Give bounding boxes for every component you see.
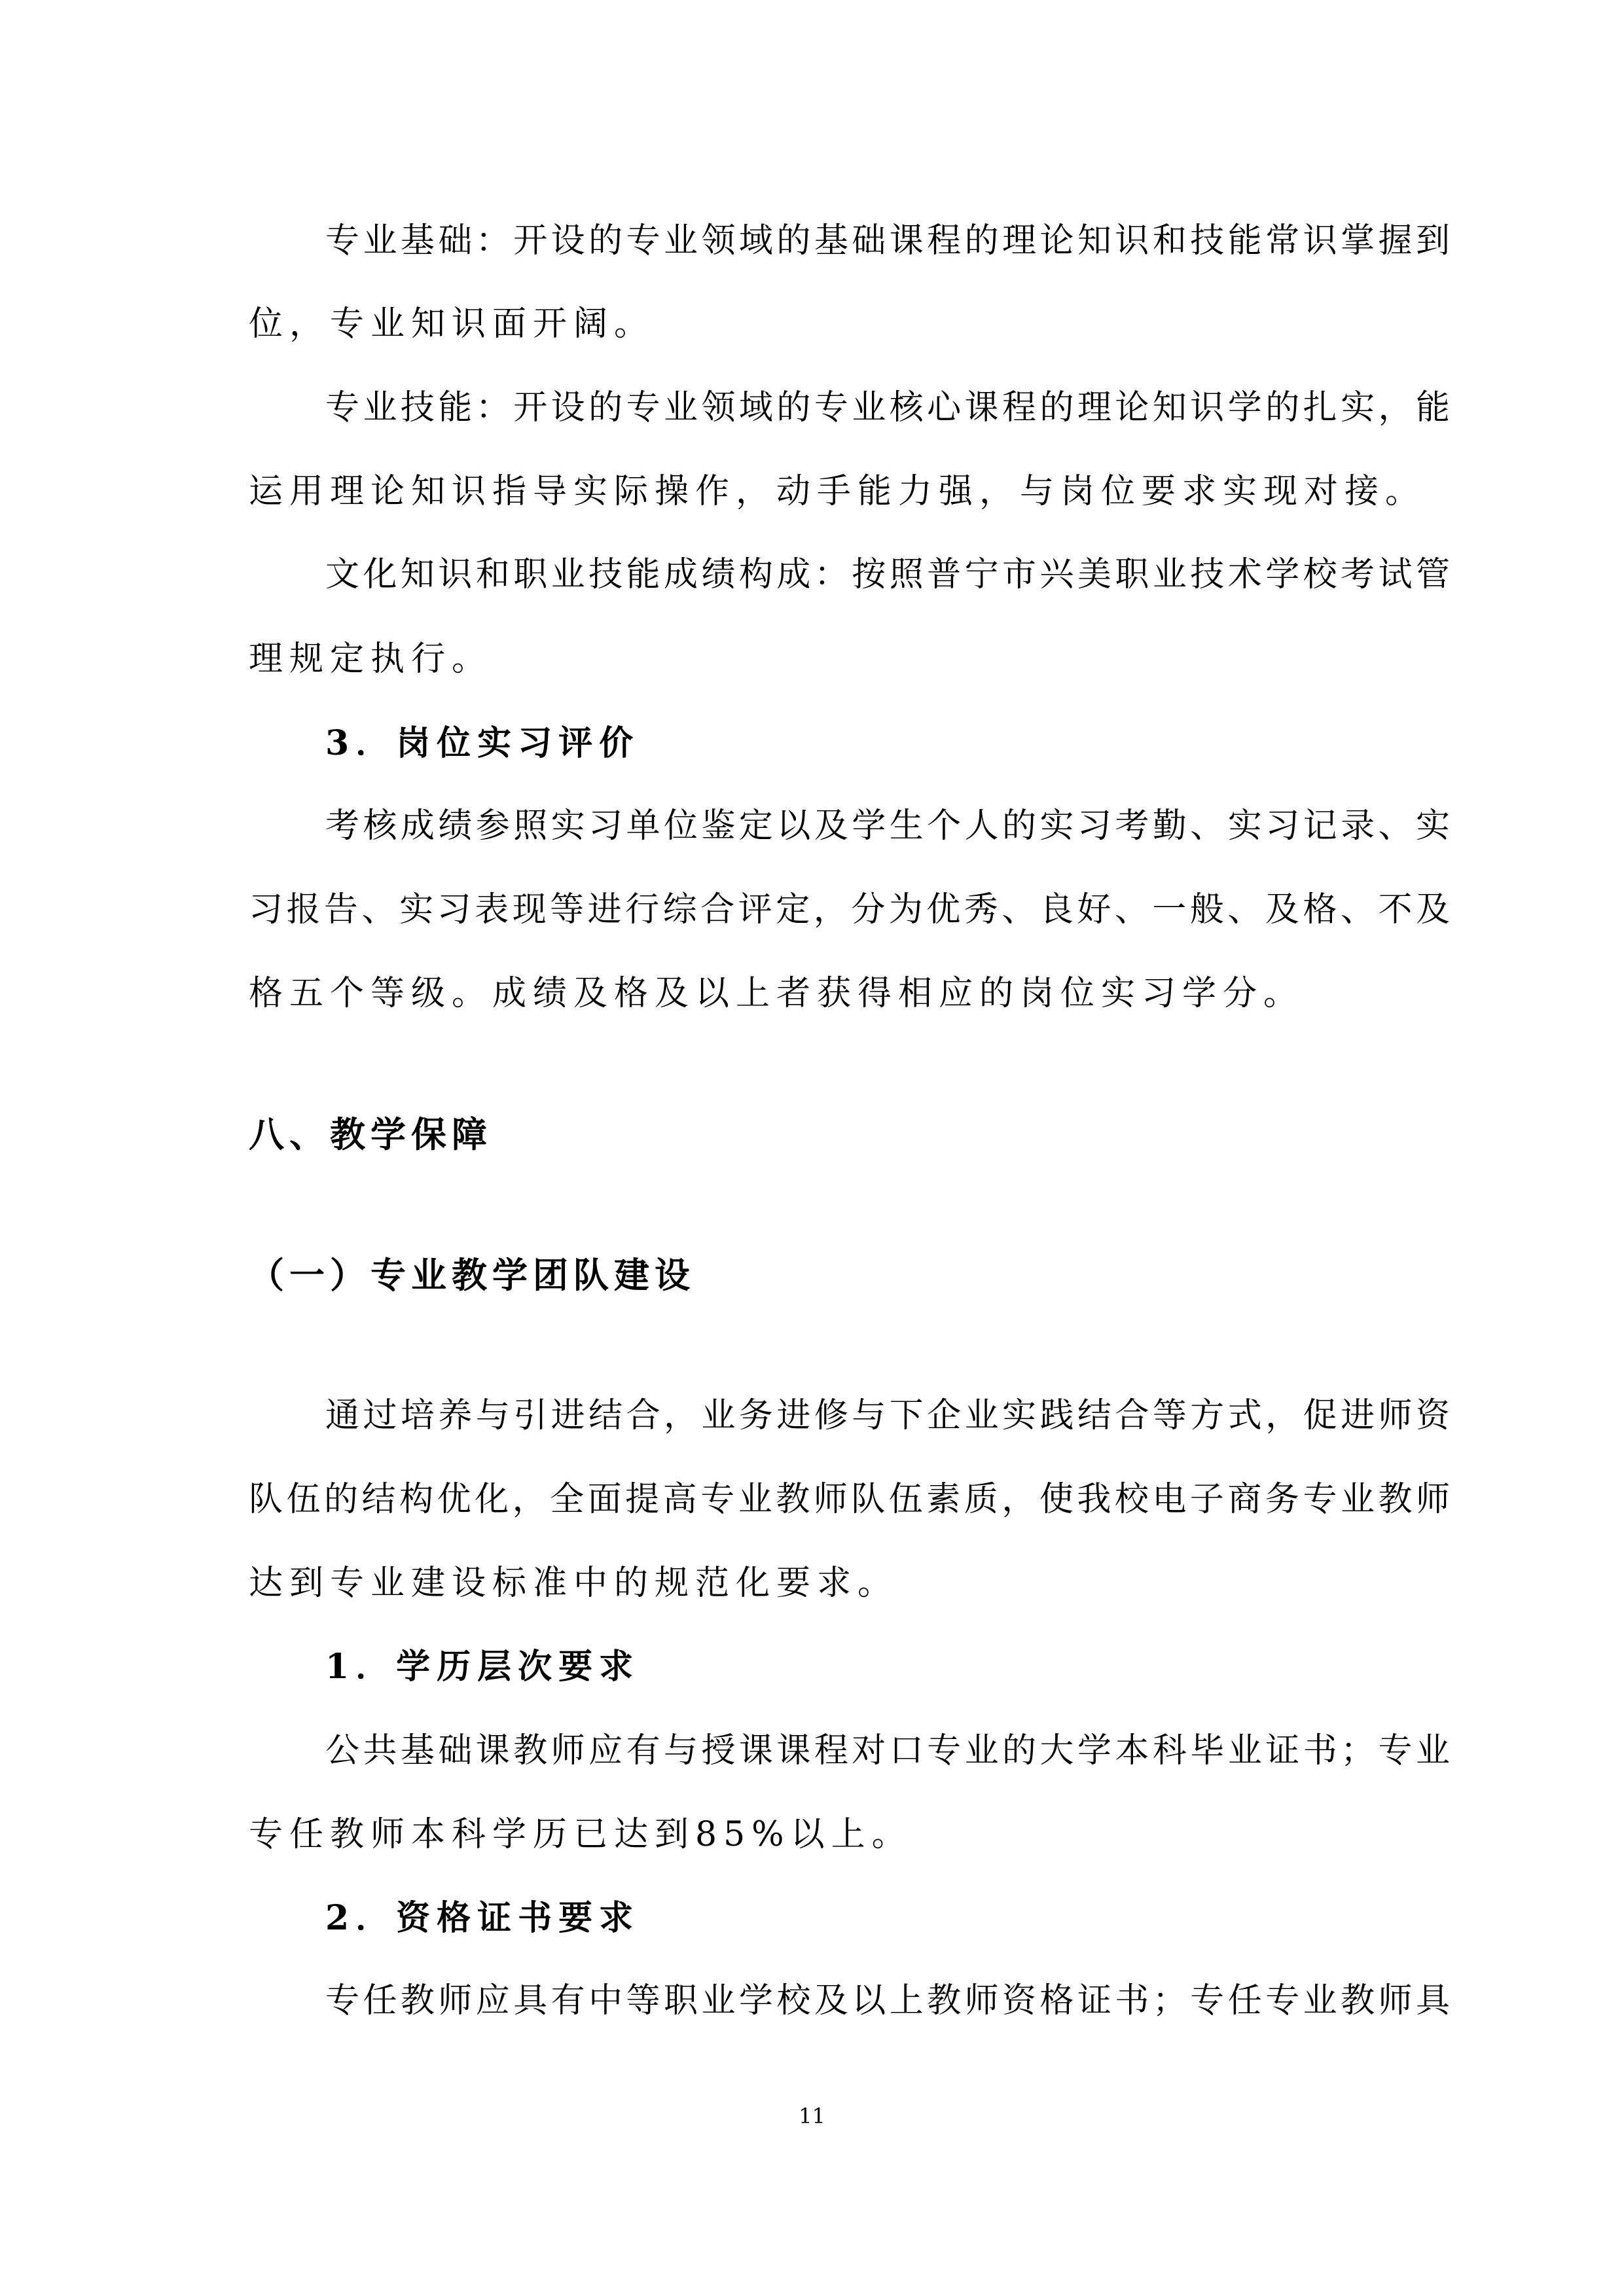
paragraph-teaching-team-line-2: 队伍的结构优化，全面提高专业教师队伍素质，使我校电子商务专业教师 xyxy=(249,1480,1450,1519)
paragraph-professional-skills-line-2: 运用理论知识指导实际操作，动手能力强，与岗位要求实现对接。 xyxy=(249,472,1426,511)
paragraph-internship-evaluation-line-3: 格五个等级。成绩及格及以上者获得相应的岗位实习学分。 xyxy=(249,974,1305,1013)
paragraph-internship-evaluation-line-2: 习报告、实习表现等进行综合评定，分为优秀、良好、一般、及格、不及 xyxy=(249,890,1450,929)
page-number: 11 xyxy=(799,2104,825,2128)
subheading-qualification-certificates: 2．资格证书要求 xyxy=(325,1898,640,1938)
paragraph-qualification-certificates-line-1: 专任教师应具有中等职业学校及以上教师资格证书；专任专业教师具 xyxy=(325,1981,1450,2020)
paragraph-professional-foundation-line-1: 专业基础：开设的专业领域的基础课程的理论知识和技能常识掌握到 xyxy=(325,221,1450,260)
section-heading-teaching-support: 八、教学保障 xyxy=(249,1113,492,1155)
paragraph-score-composition-line-1: 文化知识和职业技能成绩构成：按照普宁市兴美职业技术学校考试管 xyxy=(325,555,1450,594)
paragraph-education-level-line-2: 专任教师本科学历已达到85%以上。 xyxy=(249,1815,912,1854)
subheading-internship-evaluation: 3．岗位实习评价 xyxy=(325,723,640,763)
paragraph-professional-foundation-line-2: 位，专业知识面开阔。 xyxy=(249,304,655,344)
paragraph-teaching-team-line-1: 通过培养与引进结合，业务进修与下企业实践结合等方式，促进师资 xyxy=(325,1396,1450,1435)
paragraph-education-level-line-1: 公共基础课教师应有与授课课程对口专业的大学本科毕业证书；专业 xyxy=(325,1731,1450,1770)
section-subheading-teaching-team: （一）专业教学团队建设 xyxy=(249,1254,695,1296)
subheading-education-level: 1．学历层次要求 xyxy=(325,1647,640,1687)
paragraph-internship-evaluation-line-1: 考核成绩参照实习单位鉴定以及学生个人的实习考勤、实习记录、实 xyxy=(325,806,1450,846)
paragraph-score-composition-line-2: 理规定执行。 xyxy=(249,639,493,679)
paragraph-teaching-team-line-3: 达到专业建设标准中的规范化要求。 xyxy=(249,1564,899,1603)
paragraph-professional-skills-line-1: 专业技能：开设的专业领域的专业核心课程的理论知识学的扎实，能 xyxy=(325,388,1450,427)
